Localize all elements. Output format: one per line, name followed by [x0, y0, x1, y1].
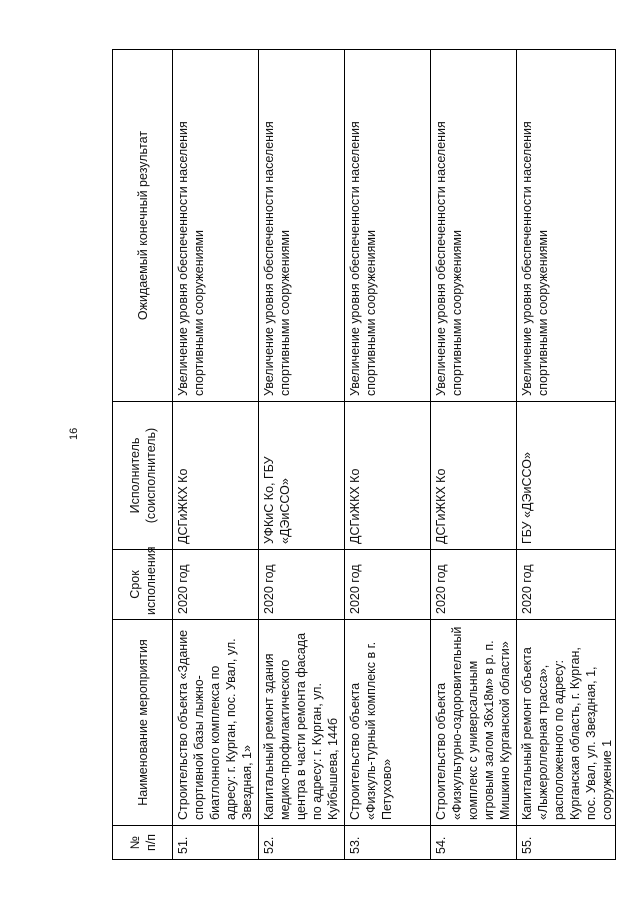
- page-number: 16: [68, 427, 80, 440]
- row-deadline: 2020 год: [259, 550, 345, 620]
- row-measure-name: Строительство объекта «Здание спортивной базы лыжно-биатлонного комплекса по адресу: г. Курган, пос. Увал, ул. Звездная, 1»: [173, 620, 259, 826]
- row-executor: ГБУ «ДЭиССО»: [517, 402, 616, 550]
- header-executor: Исполнитель (соисполнитель): [113, 402, 173, 550]
- table-row: [345, 50, 431, 860]
- row-expected-result: Увеличение уровня обеспеченности населения спортивными сооружениями: [431, 50, 517, 402]
- row-expected-result: Увеличение уровня обеспеченности населения спортивными сооружениями: [517, 50, 616, 402]
- row-deadline: 2020 год: [345, 550, 431, 620]
- row-expected-result: Увеличение уровня обеспеченности населения спортивными сооружениями: [259, 50, 345, 402]
- row-number: 55.: [517, 826, 616, 860]
- row-expected-result: Увеличение уровня обеспеченности населения спортивными сооружениями: [173, 50, 259, 402]
- row-number: 51.: [173, 826, 259, 860]
- header-number: № п/п: [113, 826, 173, 860]
- row-measure-name: Капитальный ремонт здания медико-профилактического центра в части ремонта фасада по адресу: г. Курган, ул. Куйбышева, 144б: [259, 620, 345, 826]
- row-deadline: 2020 год: [173, 550, 259, 620]
- row-deadline: 2020 год: [431, 550, 517, 620]
- table-header-row: [113, 50, 173, 860]
- header-expected-result: Ожидаемый конечный результат: [113, 50, 173, 402]
- rotated-page: [112, 50, 614, 860]
- row-measure-name: Строительство объекта «Физкультурно-оздоровительный комплекс с универсальным игровым залом 36х18м» в р. п. Мишкино Курганской области»: [431, 620, 517, 826]
- table-row: [517, 50, 616, 860]
- row-executor: ДСГиЖКХ Ко: [345, 402, 431, 550]
- row-number: 54.: [431, 826, 517, 860]
- table-row: [431, 50, 517, 860]
- row-executor: ДСГиЖКХ Ко: [173, 402, 259, 550]
- table-row: [173, 50, 259, 860]
- header-measure-name: Наименование мероприятия: [113, 620, 173, 826]
- row-measure-name: Строительство объекта «Физкуль-турный комплекс в г. Петухово»: [345, 620, 431, 826]
- row-measure-name: Капитальный ремонт объекта «Лыжероллерная трасса», расположенного по адресу: Курганская область, г. Курган, пос. Увал, ул. Звездная, 1, сооружение 1: [517, 620, 616, 826]
- header-deadline: Срок исполнения: [113, 550, 173, 620]
- row-executor: ДСГиЖКХ Ко: [431, 402, 517, 550]
- row-number: 53.: [345, 826, 431, 860]
- row-deadline: 2020 год: [517, 550, 616, 620]
- row-expected-result: Увеличение уровня обеспеченности населения спортивными сооружениями: [345, 50, 431, 402]
- table-row: [259, 50, 345, 860]
- row-number: 52.: [259, 826, 345, 860]
- row-executor: УФКиС Ко, ГБУ «ДЭиССО»: [259, 402, 345, 550]
- measures-table: [112, 49, 616, 860]
